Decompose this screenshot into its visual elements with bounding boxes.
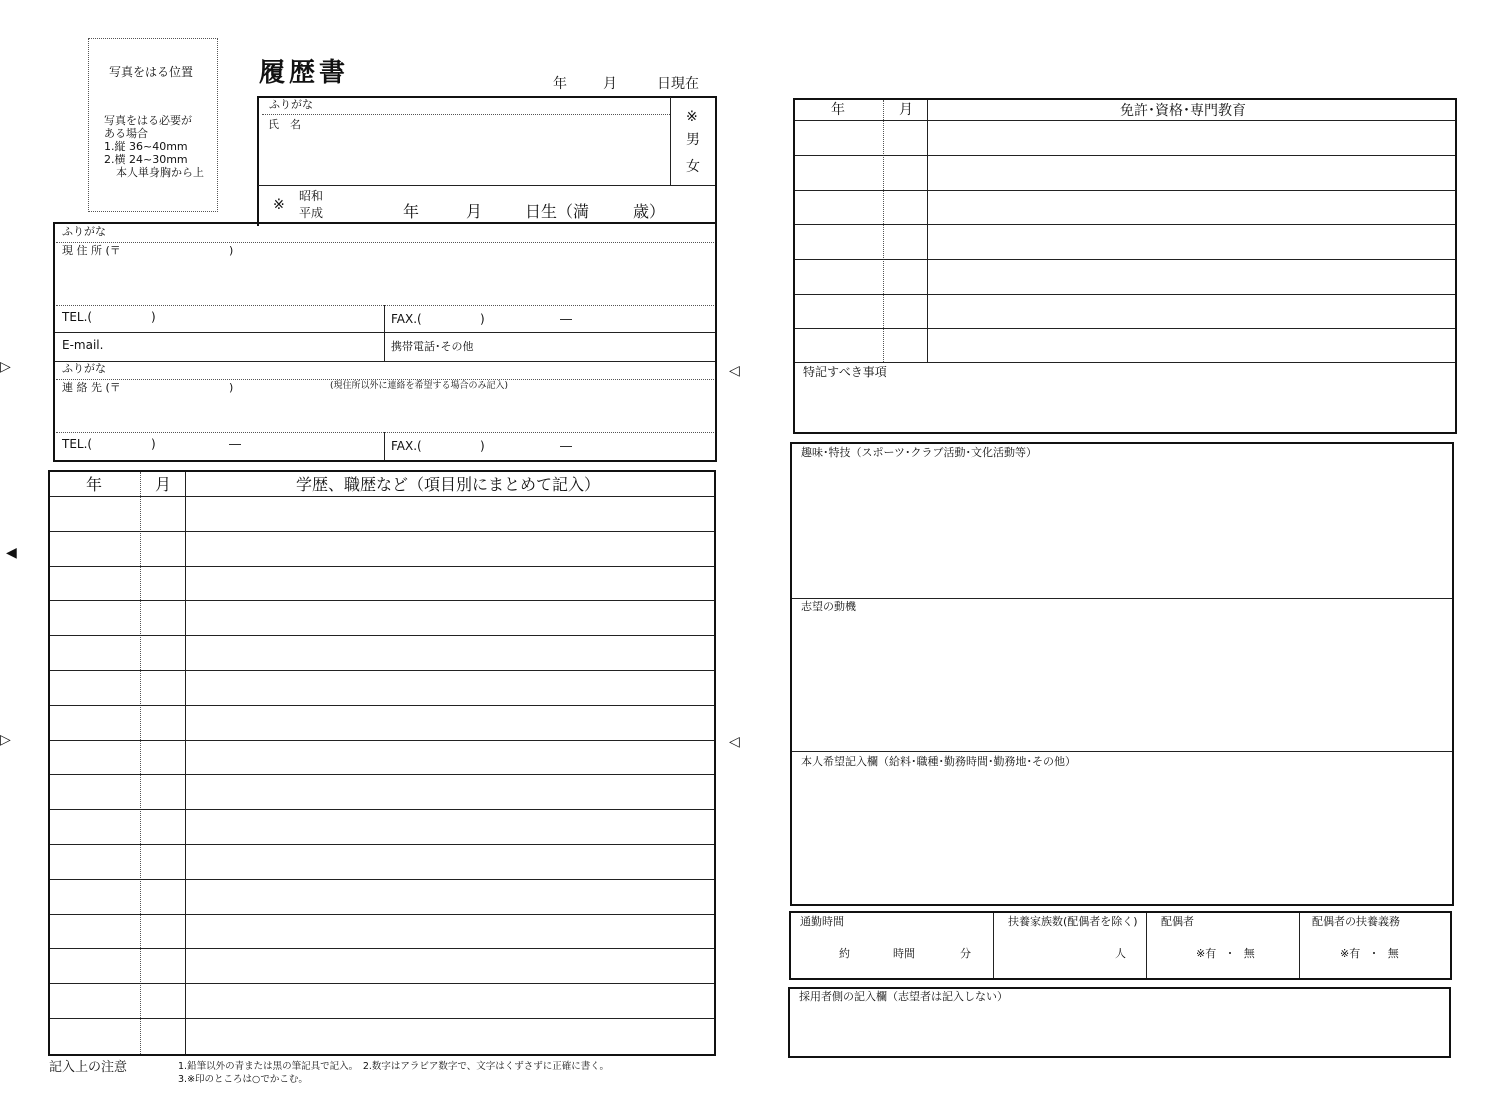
name-label: 氏 名 <box>268 118 301 131</box>
history-row-content-input[interactable] <box>190 672 710 703</box>
history-row-line <box>50 844 714 845</box>
birth-note-mark: ※ <box>273 197 285 213</box>
birth-year-input[interactable] <box>340 196 400 220</box>
gender-note-mark: ※ <box>686 109 698 125</box>
photo-title: 写真をはる位置 <box>109 65 194 79</box>
contact-fax-dash: ― <box>560 439 572 453</box>
contact-furigana-input[interactable] <box>120 363 700 377</box>
license-row-line <box>795 224 1455 225</box>
history-row-content-input[interactable] <box>190 498 710 529</box>
history-row-year-input[interactable] <box>52 602 136 633</box>
history-row-year-input[interactable] <box>52 776 136 807</box>
license-row-month-input[interactable] <box>887 192 924 222</box>
history-row-line <box>50 774 714 775</box>
license-row-line <box>795 294 1455 295</box>
history-row-month-input[interactable] <box>144 568 182 599</box>
date-month-label: 月 <box>603 76 617 92</box>
name-furigana-label: ふりがな <box>269 98 313 111</box>
contact-tel-input[interactable] <box>100 436 370 454</box>
license-row-year-input[interactable] <box>798 157 880 188</box>
history-row-line <box>50 1018 714 1019</box>
history-row-line <box>50 914 714 915</box>
contact-tel-label: TEL.( <box>62 437 93 451</box>
history-row-content-input[interactable] <box>190 568 710 599</box>
history-row-line <box>50 705 714 706</box>
commute-hours: 時間 <box>893 947 915 960</box>
history-row-line <box>50 879 714 880</box>
contact-label: 連 絡 先 (〒 <box>62 381 121 394</box>
history-row-month-input[interactable] <box>144 881 182 912</box>
name-input[interactable] <box>300 118 660 180</box>
history-row-line <box>50 635 714 636</box>
history-row-year-input[interactable] <box>52 568 136 599</box>
address-fax-dash: ― <box>560 312 572 326</box>
contact-tel-dash: ― <box>229 437 241 451</box>
license-col-year: 年 <box>831 102 845 118</box>
history-row-year-input[interactable] <box>52 672 136 703</box>
history-row-content-input[interactable] <box>190 846 710 877</box>
license-row-line <box>795 259 1455 260</box>
spouse-dependency-label: 配偶者の扶養義務 <box>1312 915 1400 928</box>
wishes-label: 本人希望記入欄（給料･職種･勤務時間･勤務地･その他） <box>801 755 1076 768</box>
history-row-year-input[interactable] <box>52 985 136 1016</box>
license-row-month-input[interactable] <box>887 157 924 188</box>
date-day-label: 日現在 <box>657 76 699 92</box>
email-input[interactable] <box>110 337 375 357</box>
contact-address-input[interactable] <box>62 397 702 429</box>
license-row-line <box>795 190 1455 191</box>
address-fax-input[interactable] <box>430 311 700 329</box>
contact-postal-close: ) <box>229 381 234 394</box>
date-year-label: 年 <box>553 76 567 92</box>
photo-note-4: 2.横 24~30mm <box>104 153 188 166</box>
history-row-line <box>50 600 714 601</box>
history-row-month-input[interactable] <box>144 637 182 668</box>
contact-fax-label: FAX.( <box>391 439 422 453</box>
history-row-month-input[interactable] <box>144 707 182 738</box>
license-row-month-input[interactable] <box>887 296 924 326</box>
address-furigana-input[interactable] <box>120 226 700 240</box>
wishes-input[interactable] <box>800 773 1445 899</box>
history-row-year-input[interactable] <box>52 533 136 564</box>
history-row-month-input[interactable] <box>144 498 182 529</box>
history-row-month-input[interactable] <box>144 811 182 842</box>
history-row-month-input[interactable] <box>144 985 182 1016</box>
history-row-content-input[interactable] <box>190 811 710 842</box>
spouse-option[interactable]: ※有 ･ 無 <box>1196 947 1255 960</box>
commute-approx: 約 <box>839 947 850 960</box>
history-row-line <box>50 670 714 671</box>
margin-mark-left-1: ▷ <box>0 359 11 375</box>
license-row-content-input[interactable] <box>931 330 1451 360</box>
license-row-month-input[interactable] <box>887 122 924 153</box>
address-fax-label: FAX.( <box>391 312 422 326</box>
history-row-year-input[interactable] <box>52 881 136 912</box>
gender-female-option[interactable]: 女 <box>686 159 700 175</box>
license-row-month-input[interactable] <box>887 226 924 257</box>
license-row-line <box>795 120 1455 121</box>
margin-mark-center-2: ◁ <box>729 734 740 750</box>
hobbies-label: 趣味･特技（スポーツ･クラブ活動･文化活動等） <box>801 446 1038 459</box>
history-row-line <box>50 566 714 567</box>
license-row-year-input[interactable] <box>798 296 880 326</box>
license-row-line <box>795 155 1455 156</box>
history-row-line <box>50 948 714 949</box>
name-furigana-input[interactable] <box>330 100 660 113</box>
history-col-content: 学歴、職歴など（項目別にまとめて記入） <box>296 475 601 494</box>
history-row-line <box>50 496 714 497</box>
history-row-month-input[interactable] <box>144 602 182 633</box>
address-postal-input[interactable] <box>134 244 224 258</box>
license-row-month-input[interactable] <box>887 330 924 360</box>
mobile-label: 携帯電話･その他 <box>391 340 474 353</box>
history-row-month-input[interactable] <box>144 776 182 807</box>
birth-month-label: 月 <box>466 202 483 221</box>
commute-minutes: 分 <box>960 947 971 960</box>
address-postal-close: ) <box>229 244 234 257</box>
page-title: 履歴書 <box>259 58 350 88</box>
contact-furigana-label: ふりがな <box>62 362 106 375</box>
license-row-content-input[interactable] <box>931 122 1451 153</box>
history-row-month-input[interactable] <box>144 672 182 703</box>
license-row-content-input[interactable] <box>931 296 1451 326</box>
history-col-month: 月 <box>155 475 172 494</box>
license-row-year-input[interactable] <box>798 261 880 292</box>
hobbies-input[interactable] <box>800 464 1445 594</box>
address-input[interactable] <box>62 262 702 302</box>
commute-minutes-input[interactable] <box>920 944 956 962</box>
history-row-content-input[interactable] <box>190 916 710 947</box>
history-row-content-input[interactable] <box>190 637 710 668</box>
contact-note: (現住所以外に連絡を希望する場合のみ記入) <box>330 381 509 391</box>
history-row-month-input[interactable] <box>144 742 182 773</box>
margin-mark-center-1: ◁ <box>729 363 740 379</box>
history-row-month-input[interactable] <box>144 950 182 981</box>
dependents-label: 扶養家族数(配偶者を除く) <box>1008 915 1138 928</box>
address-tel-label: TEL.( <box>62 310 93 324</box>
dependents-input[interactable] <box>1040 944 1110 962</box>
history-row-year-input[interactable] <box>52 498 136 529</box>
history-row-month-input[interactable] <box>144 916 182 947</box>
history-row-year-input[interactable] <box>52 811 136 842</box>
spouse-dependency-option[interactable]: ※有 ･ 無 <box>1340 947 1399 960</box>
history-row-content-input[interactable] <box>190 776 710 807</box>
employer-label: 採用者側の記入欄（志望者は記入しない） <box>799 990 1008 1003</box>
contact-fax-input[interactable] <box>430 438 700 456</box>
photo-note-2: ある場合 <box>104 127 148 140</box>
birth-age-label: 歳） <box>633 202 666 221</box>
motivation-input[interactable] <box>800 618 1445 746</box>
license-row-content-input[interactable] <box>931 226 1451 257</box>
license-row-year-input[interactable] <box>798 330 880 360</box>
history-row-year-input[interactable] <box>52 950 136 981</box>
history-row-year-input[interactable] <box>52 846 136 877</box>
history-row-year-input[interactable] <box>52 707 136 738</box>
license-row-line <box>795 328 1455 329</box>
email-label: E-mail. <box>62 338 104 352</box>
motivation-label: 志望の動機 <box>801 600 856 613</box>
commute-label: 通勤時間 <box>800 915 844 928</box>
birth-year-label: 年 <box>403 202 420 221</box>
notes-line-1: 1.鉛筆以外の青または黒の筆記具で記入。 2.数字はアラビア数字で、文字はくずさずに正確に書く。 <box>178 1061 609 1072</box>
history-row-year-input[interactable] <box>52 916 136 947</box>
special-notes-input[interactable] <box>800 382 1445 428</box>
history-row-content-input[interactable] <box>190 533 710 564</box>
history-row-line <box>50 809 714 810</box>
license-row-content-input[interactable] <box>931 157 1451 188</box>
notes-line-2: 3.※印のところは○でかこむ。 <box>178 1074 308 1085</box>
address-furigana-label: ふりがな <box>62 225 106 238</box>
address-fax-close: ) <box>480 312 485 326</box>
history-row-month-input[interactable] <box>144 846 182 877</box>
license-row-content-input[interactable] <box>931 192 1451 222</box>
contact-fax-close: ) <box>480 439 485 453</box>
license-col-month: 月 <box>899 102 913 118</box>
photo-note-3: 1.縦 36~40mm <box>104 140 188 153</box>
history-row-line <box>50 531 714 532</box>
address-tel-input[interactable] <box>100 309 370 327</box>
address-tel-close: ) <box>151 310 156 324</box>
margin-mark-left-3: ▷ <box>0 732 11 748</box>
history-row-year-input[interactable] <box>52 742 136 773</box>
special-notes-label: 特記すべき事項 <box>803 365 887 379</box>
history-row-content-input[interactable] <box>190 742 710 773</box>
margin-mark-left-2: ◀ <box>6 545 17 561</box>
mobile-input[interactable] <box>470 337 705 357</box>
history-row-content-input[interactable] <box>190 881 710 912</box>
spouse-label: 配偶者 <box>1161 915 1194 928</box>
notes-heading: 記入上の注意 <box>49 1060 128 1075</box>
dependents-unit: 人 <box>1115 947 1126 960</box>
license-row-month-input[interactable] <box>887 261 924 292</box>
history-row-content-input[interactable] <box>190 950 710 981</box>
history-row-month-input[interactable] <box>144 533 182 564</box>
commute-hours-input[interactable] <box>852 944 888 962</box>
address-label: 現 住 所 (〒 <box>62 244 121 257</box>
license-row-line <box>795 362 1455 363</box>
history-row-content-input[interactable] <box>190 985 710 1016</box>
birth-era-heisei[interactable]: 平成 <box>299 206 324 220</box>
license-col-content: 免許･資格･専門教育 <box>1120 103 1246 119</box>
contact-tel-close: ) <box>151 437 156 451</box>
history-row-year-input[interactable] <box>52 637 136 668</box>
gender-male-option[interactable]: 男 <box>686 132 700 148</box>
history-row-content-input[interactable] <box>190 602 710 633</box>
birth-day-label: 日生（満 <box>525 202 590 221</box>
history-col-year: 年 <box>86 475 103 494</box>
birth-era-showa[interactable]: 昭和 <box>299 189 324 203</box>
history-row-content-input[interactable] <box>190 707 710 738</box>
history-row-line <box>50 983 714 984</box>
photo-note-5: 本人単身胸から上 <box>116 166 204 179</box>
history-row-line <box>50 740 714 741</box>
license-row-year-input[interactable] <box>798 226 880 257</box>
license-row-year-input[interactable] <box>798 122 880 153</box>
license-row-year-input[interactable] <box>798 192 880 222</box>
photo-note-1: 写真をはる必要が <box>104 114 192 127</box>
license-row-content-input[interactable] <box>931 261 1451 292</box>
